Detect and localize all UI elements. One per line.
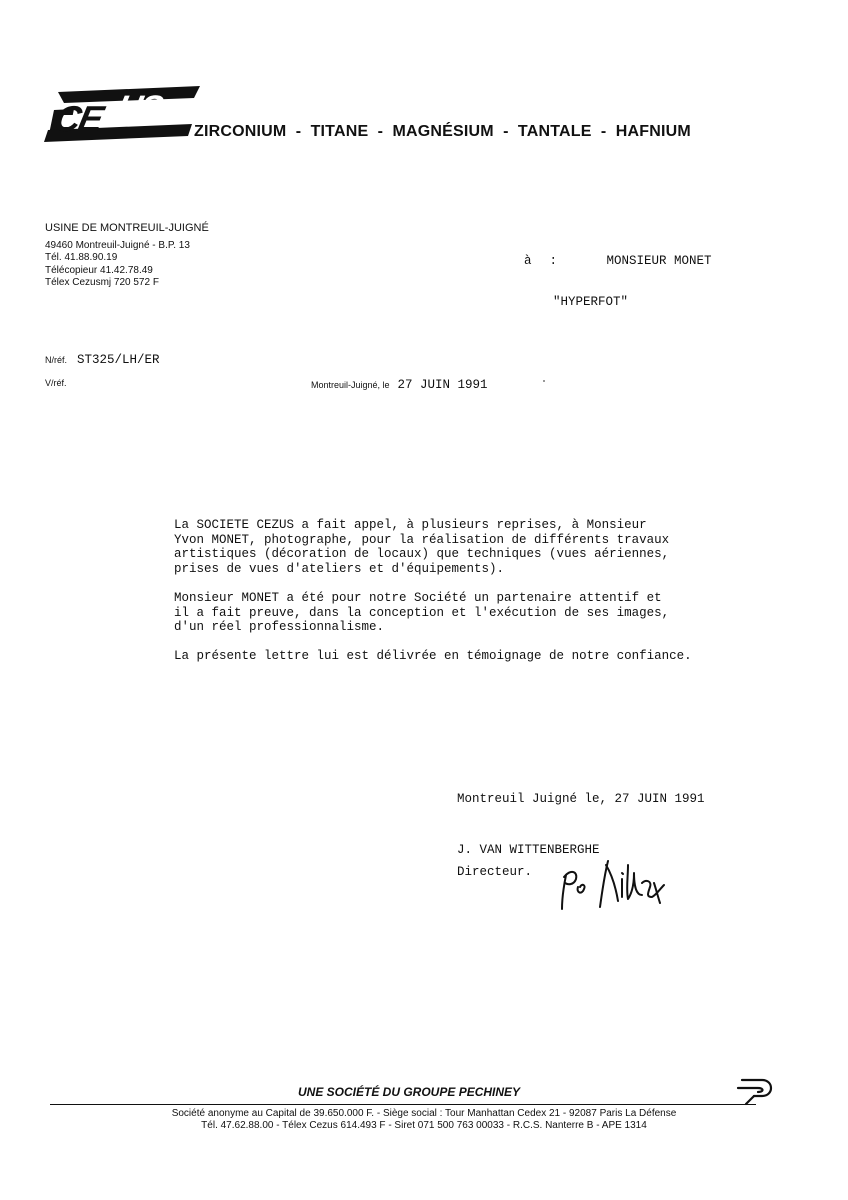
plant-address xyxy=(45,222,209,290)
paragraph xyxy=(174,649,774,664)
recipient-separator: : xyxy=(549,254,558,268)
plant-fax: Télécopieur 41.42.78.49 xyxy=(45,264,153,276)
group-affiliation: UNE SOCIÉTÉ DU GROUPE PECHINEY xyxy=(298,1085,521,1099)
recipient-company: "HYPERFOT" xyxy=(553,295,629,309)
body-line: artistiques (décoration de locaux) que techniques (vues aériennes, xyxy=(174,547,670,562)
fold-mark xyxy=(543,380,545,382)
recipient-block xyxy=(494,240,712,309)
product-line: ZIRCONIUM - TITANE - MAGNÉSIUM - TANTALE - HAFNIUM xyxy=(194,123,691,140)
body-line: La présente lettre lui est délivrée en témoignage de notre confiance. xyxy=(174,649,692,664)
svg-text:CE: CE xyxy=(50,98,106,139)
header-date xyxy=(311,375,488,393)
header-date-value: 27 JUIN 1991 xyxy=(397,378,488,392)
legal-info-line: Société anonyme au Capital de 39.650.000 F. - Siège social : Tour Manhattan Cedex 21 - 92087 Paris La Défense xyxy=(171,1108,677,1119)
our-reference-value: ST325/LH/ER xyxy=(77,353,160,367)
paragraph xyxy=(174,591,774,635)
body-line: il a fait preuve, dans la conception et l'exécution de ses images, xyxy=(174,605,670,620)
legal-info-line: Tél. 47.62.88.00 - Télex Cezus 614.493 F - Siret 071 500 763 00033 - R.C.S. Nanterre B - APE 1314 xyxy=(201,1120,647,1131)
body-line: Monsieur MONET a été pour notre Société un partenaire attentif et xyxy=(174,590,662,605)
plant-name: USINE DE MONTREUIL-JUIGNÉ xyxy=(45,222,209,234)
plant-address-line: 49460 Montreuil-Juigné - B.P. 13 xyxy=(45,239,190,251)
cezus-logo xyxy=(44,86,200,144)
body-line: d'un réel professionnalisme. xyxy=(174,620,385,635)
header-place-label: Montreuil-Juigné, le xyxy=(311,380,390,390)
recipient-prefix: à xyxy=(524,254,532,268)
letter-body xyxy=(174,518,774,679)
plant-phone: Tél. 41.88.90.19 xyxy=(45,252,118,263)
closing-place-date: Montreuil Juigné le, 27 JUIN 1991 xyxy=(457,792,705,806)
body-line: Yvon MONET, photographe, pour la réalisation de différents travaux xyxy=(174,532,670,547)
recipient-name: MONSIEUR MONET xyxy=(606,254,712,268)
footer-divider xyxy=(50,1104,756,1105)
pechiney-logo-icon xyxy=(736,1074,776,1106)
paragraph xyxy=(174,518,774,576)
plant-telex: Télex Cezusmj 720 572 F xyxy=(45,277,159,288)
your-reference-label: V/réf. xyxy=(45,378,67,388)
our-reference xyxy=(45,353,160,367)
our-reference-label: N/réf. xyxy=(45,355,68,365)
body-line: prises de vues d'ateliers et d'équipements). xyxy=(174,561,505,576)
svg-text:US: US xyxy=(113,89,165,127)
signer-title: Directeur. xyxy=(457,865,533,879)
handwritten-signature xyxy=(556,853,668,913)
signer-name: J. VAN WITTENBERGHE xyxy=(457,843,600,857)
body-line: La SOCIETE CEZUS a fait appel, à plusieurs reprises, à Monsieur xyxy=(174,518,647,532)
